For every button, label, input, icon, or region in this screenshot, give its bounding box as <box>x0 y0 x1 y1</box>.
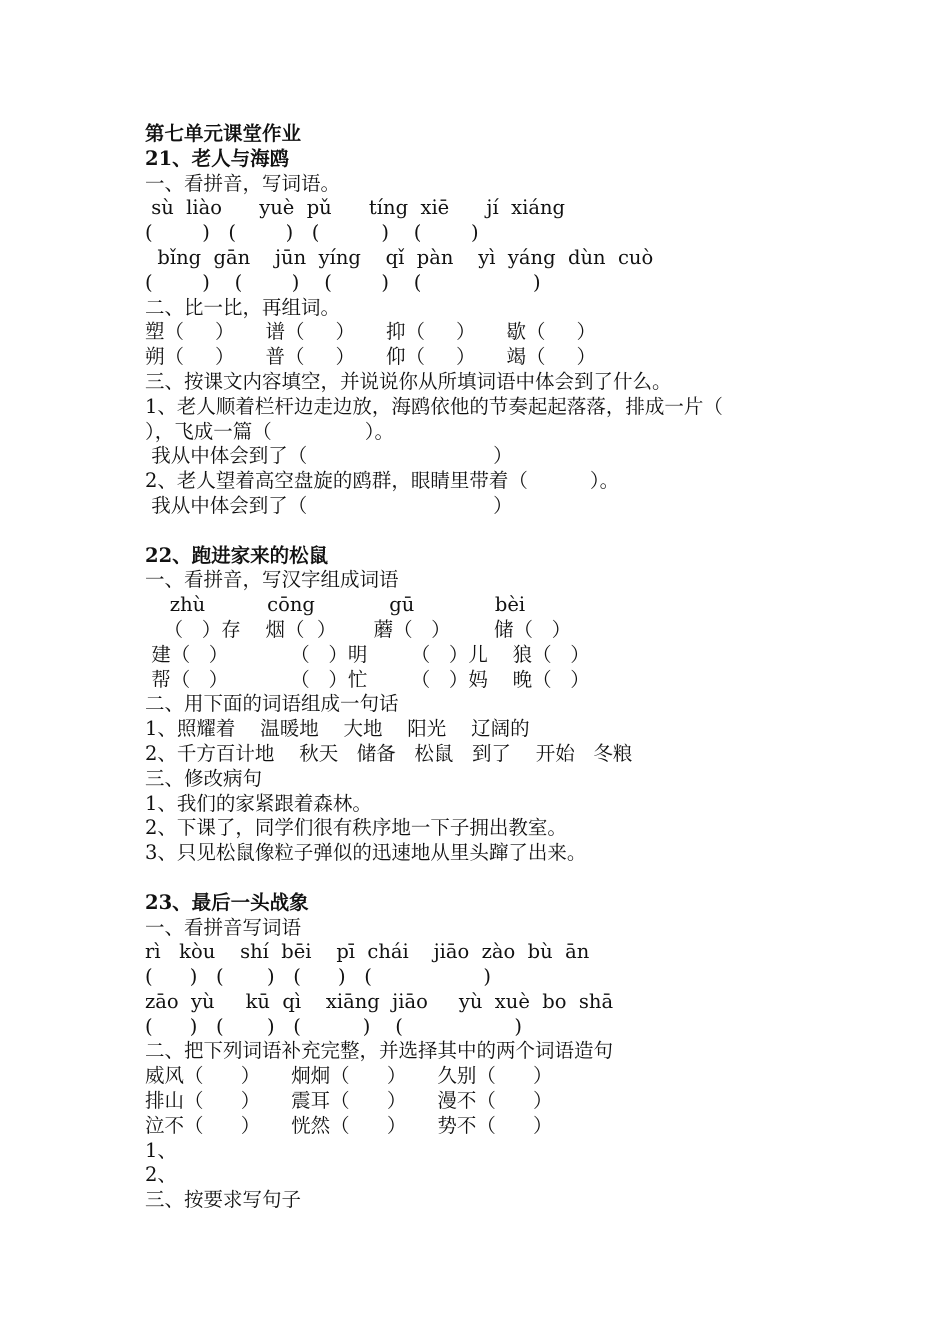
s22-question-1: 一、看拼音，写汉字组成词语 <box>145 568 399 592</box>
s23-sentence-2: 2、 <box>145 1163 177 1187</box>
s21-fill-1b: ），飞成一篇（ ）。 <box>145 419 394 443</box>
s23-blank-row-2: ( ) ( ) ( ) ( ) <box>145 1014 522 1038</box>
s21-blank-row-2: ( ) ( ) ( ) ( ) <box>145 270 541 294</box>
s23-sentence-1: 1、 <box>145 1138 177 1162</box>
section-spacer <box>145 866 825 891</box>
s21-compare-row-1: 塑（ ） 谱（ ） 抑（ ） 歇（ ） <box>145 320 596 344</box>
section-spacer <box>145 519 825 544</box>
s22-question-3: 三、修改病句 <box>145 766 263 790</box>
s21-blank-row-1: ( ) ( ) ( ) ( ) <box>145 221 479 245</box>
s22-word-group-2: 2、千方百计地 秋天 储备 松鼠 到了 开始 冬粮 <box>145 741 633 765</box>
s22-error-sentence-1: 1、我们的家紧跟着森林。 <box>145 791 372 815</box>
s22-error-sentence-2: 2、下课了，同学们很有秩序地一下子拥出教室。 <box>145 816 567 840</box>
s22-char-row-3: 帮（ ） （ ）忙 （ ）妈 晚（ ） <box>145 667 590 691</box>
section-23-title: 23、最后一头战象 <box>145 890 309 914</box>
s21-feeling-1: 我从中体会到了（ ） <box>145 444 513 468</box>
s21-fill-1a: 1、老人顺着栏杆边走边放，海鸥依他的节奏起起落落，排成一片（ <box>145 394 723 418</box>
s23-question-1: 一、看拼音写词语 <box>145 915 302 939</box>
s21-fill-2: 2、老人望着高空盘旋的鸥群，眼睛里带着（ ）。 <box>145 469 620 493</box>
s21-compare-row-2: 朔（ ） 普（ ） 仰（ ） 竭（ ） <box>145 345 596 369</box>
s21-pinyin-row-1: sù liào yuè pǔ tíng xiē jí xiáng <box>145 196 565 220</box>
s23-idiom-row-2: 排山（ ） 震耳（ ） 漫不（ ） <box>145 1089 553 1113</box>
s21-question-2: 二、比一比，再组词。 <box>145 295 341 319</box>
section-21-title: 21、老人与海鸥 <box>145 146 290 170</box>
s22-char-row-1: （ ）存 烟（ ） 蘑（ ） 储（ ） <box>145 617 572 641</box>
document-content <box>145 122 825 1213</box>
s23-pinyin-row-2: zāo yù kū qì xiāng jiāo yù xuè bo shā <box>145 989 614 1013</box>
s22-question-2: 二、用下面的词语组成一句话 <box>145 692 399 716</box>
s23-pinyin-row-1: rì kòu shí bēi pī chái jiāo zào bù ān <box>145 940 590 964</box>
s21-question-3: 三、按课文内容填空，并说说你从所填词语中体会到了什么。 <box>145 369 672 393</box>
s21-feeling-2: 我从中体会到了（ ） <box>145 493 513 517</box>
s23-idiom-row-1: 威风（ ） 炯炯（ ） 久别（ ） <box>145 1064 553 1088</box>
s21-pinyin-row-2: bǐng gān jūn yíng qǐ pàn yì yáng dùn cuò <box>145 245 654 269</box>
s23-idiom-row-3: 泣不（ ） 恍然（ ） 势不（ ） <box>145 1113 553 1137</box>
document-title: 第七单元课堂作业 <box>145 122 302 145</box>
s23-question-2: 二、把下列词语补充完整，并选择其中的两个词语造句 <box>145 1039 614 1063</box>
s22-error-sentence-3: 3、只见松鼠像粒子弹似的迅速地从里头蹿了出来。 <box>145 841 587 865</box>
s22-char-row-2: 建（ ） （ ）明 （ ）儿 狼（ ） <box>145 642 590 666</box>
s23-blank-row-1: ( ) ( ) ( ) ( ) <box>145 965 491 989</box>
s21-question-1: 一、看拼音，写词语。 <box>145 171 341 195</box>
section-22-title: 22、跑进家来的松鼠 <box>145 543 329 567</box>
s23-question-3: 三、按要求写句子 <box>145 1188 302 1212</box>
s22-word-group-1: 1、照耀着 温暖地 大地 阳光 辽阔的 <box>145 717 530 741</box>
s22-pinyin-row: zhù cōng gū bèi <box>145 593 526 617</box>
